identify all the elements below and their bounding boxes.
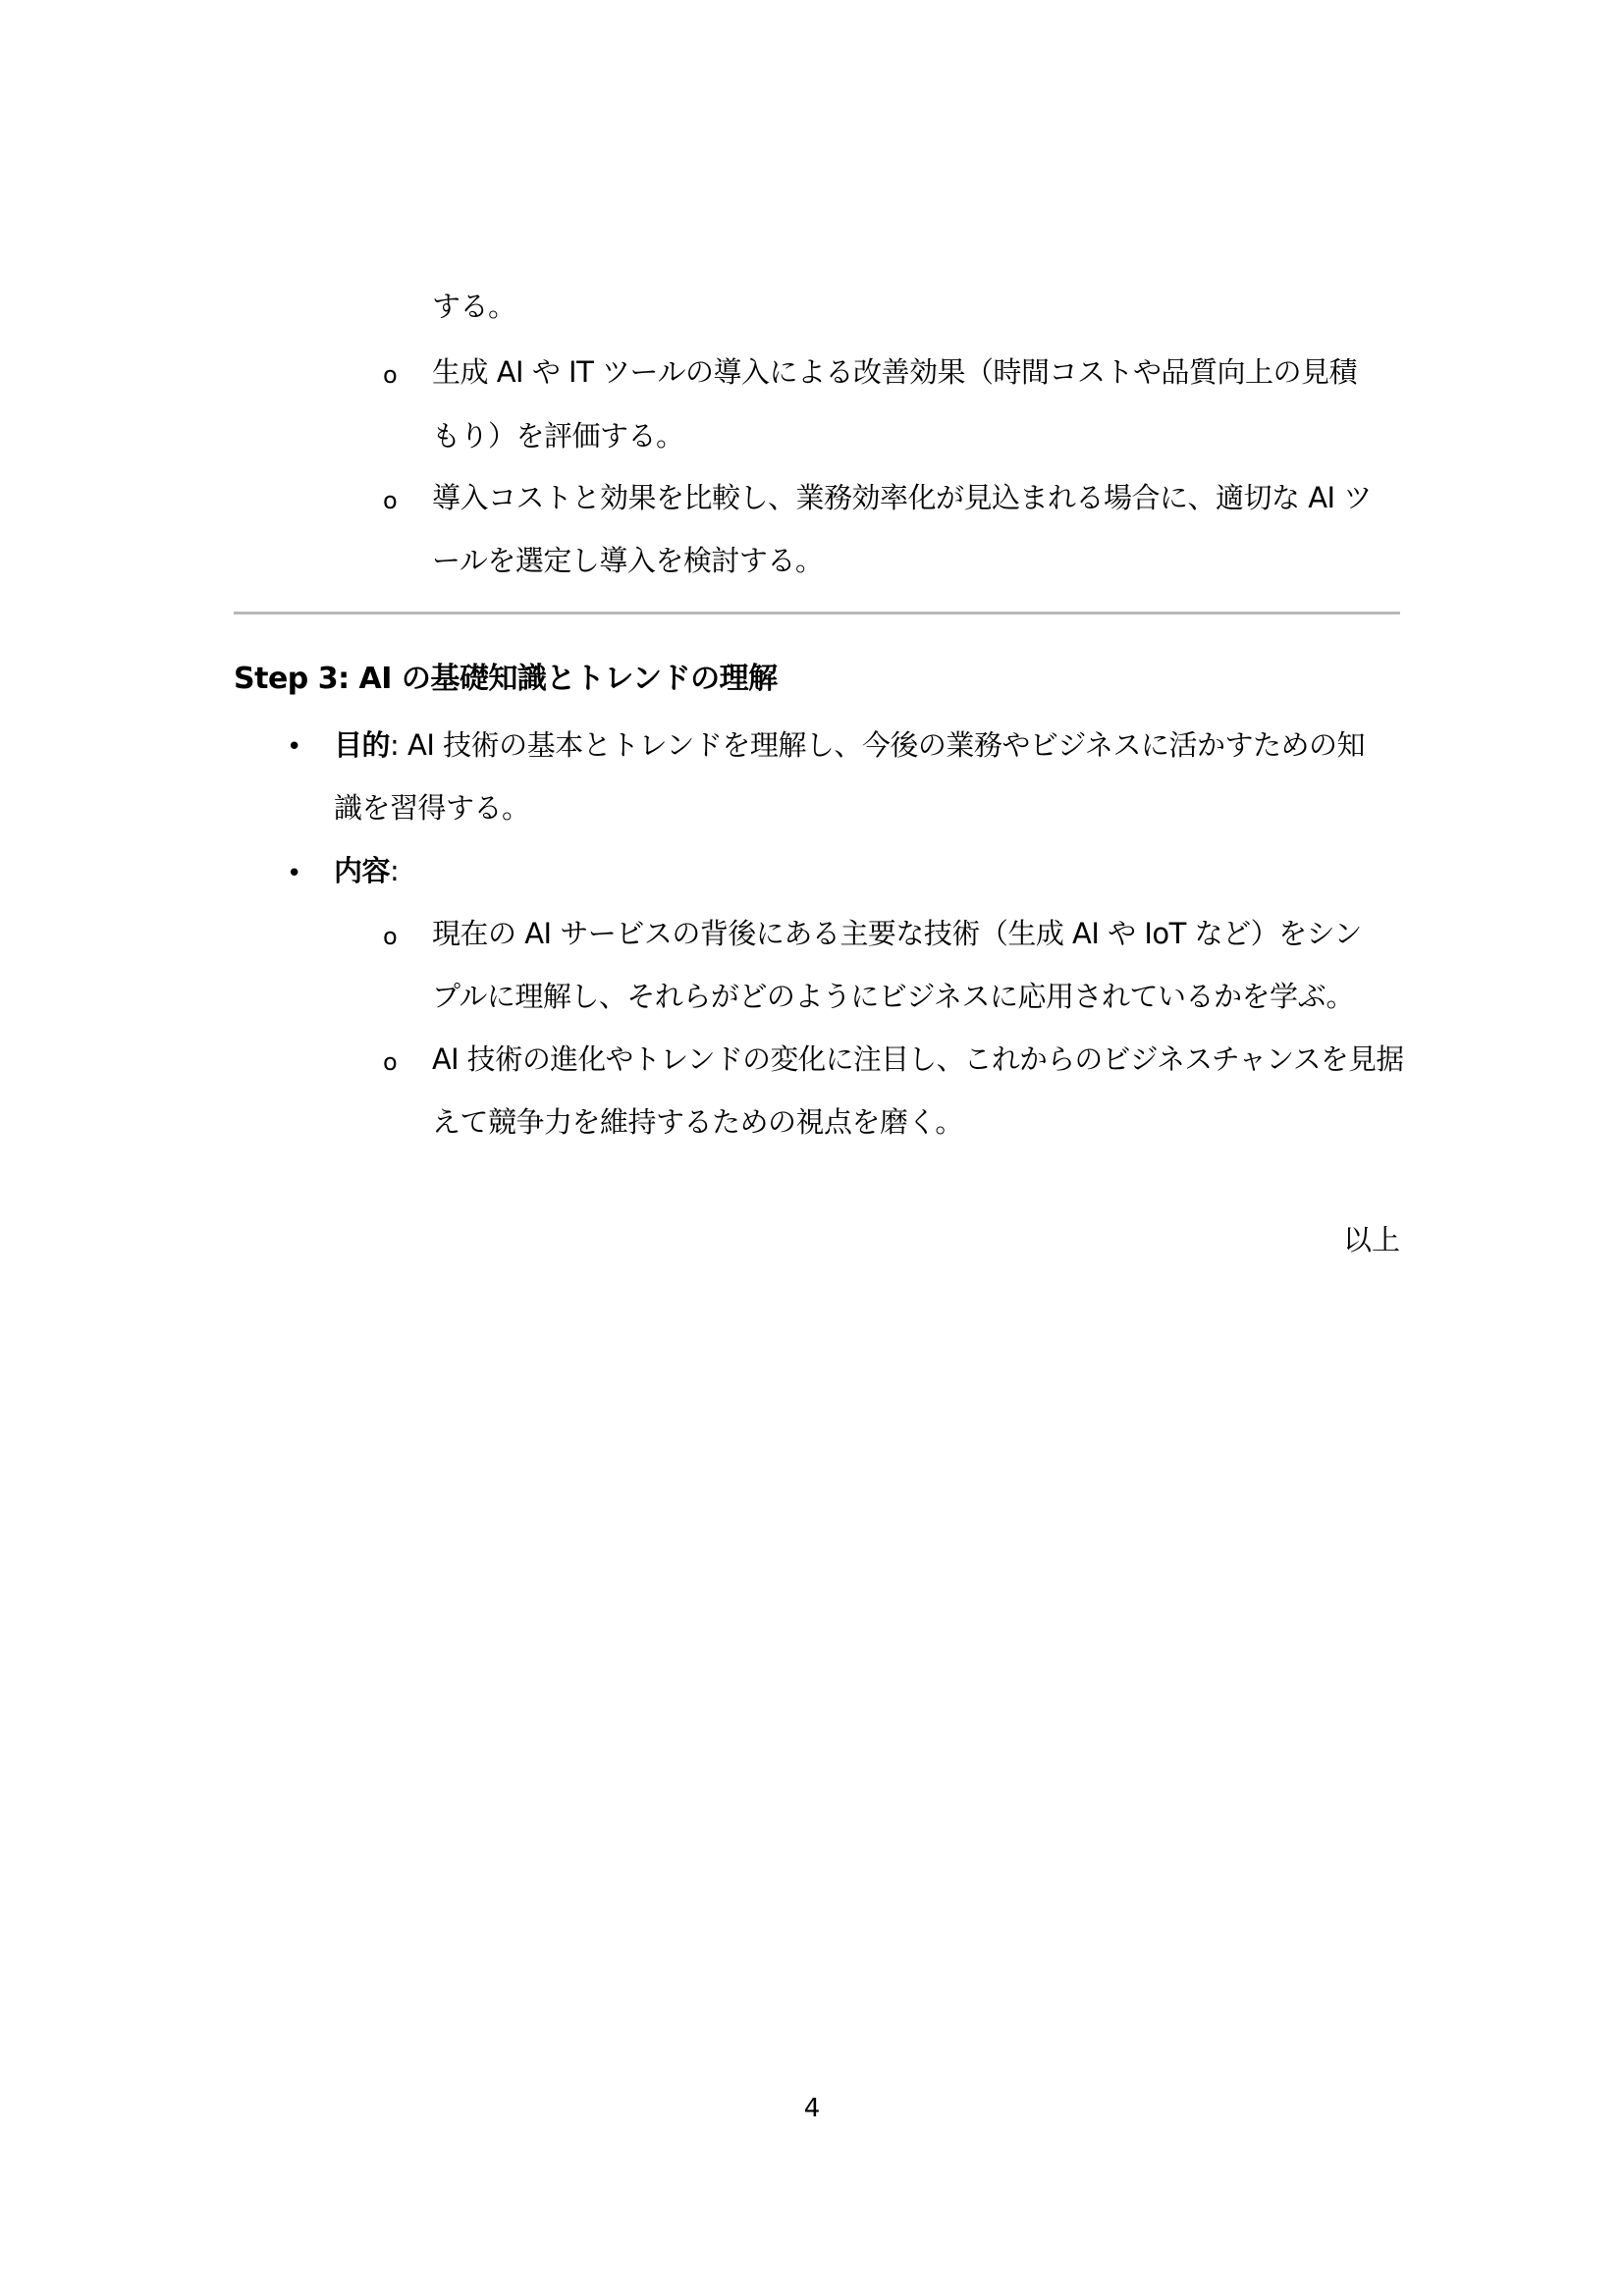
- section-divider: [234, 612, 1400, 614]
- content-label: 内容: [334, 854, 391, 887]
- closing-text: 以上: [1342, 1223, 1400, 1256]
- purpose-line2: 識を習得する。: [334, 791, 530, 825]
- bullet-marker: •: [287, 732, 302, 762]
- sub-item-text-line2: プルに理解し、それらがどのようにビジネスに応用されているかを学ぶ。: [432, 980, 1355, 1013]
- sub-item-text-line1: 現在の AI サービスの背後にある主要な技術（生成 AI や IoT など）をシン: [432, 917, 1362, 950]
- sub-item-text-line2: もり）を評価する。: [432, 419, 684, 453]
- sub-item-text-line1: 導入コストと効果を比較し、業務効率化が見込まれる場合に、適切な AI ツ: [432, 481, 1372, 514]
- sub-item-text-line1: 生成 AI や IT ツールの導入による改善効果（時間コストや品質向上の見積: [432, 355, 1357, 389]
- purpose-label: 目的: [334, 728, 391, 762]
- sub-item-text-line2: えて競争力を維持するための視点を磨く。: [432, 1105, 963, 1139]
- continuation-text: する。: [432, 290, 516, 323]
- page-number: 4: [803, 2094, 821, 2123]
- sub-bullet-marker: o: [383, 1048, 398, 1076]
- content-label-line: [334, 851, 399, 890]
- content-label-suffix: :: [390, 854, 400, 887]
- sub-item-text-line2: ールを選定し導入を検討する。: [432, 544, 824, 577]
- sub-bullet-marker: o: [383, 923, 398, 950]
- sub-item-text-line1: AI 技術の進化やトレンドの変化に注目し、これからのビジネスチャンスを見据: [432, 1042, 1404, 1076]
- sub-bullet-marker: o: [383, 361, 398, 389]
- bullet-marker: •: [287, 859, 302, 888]
- sub-bullet-marker: o: [383, 487, 398, 514]
- purpose-text: : AI 技術の基本とトレンドを理解し、今後の業務やビジネスに活かすための知: [390, 728, 1366, 762]
- section-heading: Step 3: AI の基礎知識とトレンドの理解: [234, 662, 778, 696]
- purpose-line1: [334, 725, 1365, 765]
